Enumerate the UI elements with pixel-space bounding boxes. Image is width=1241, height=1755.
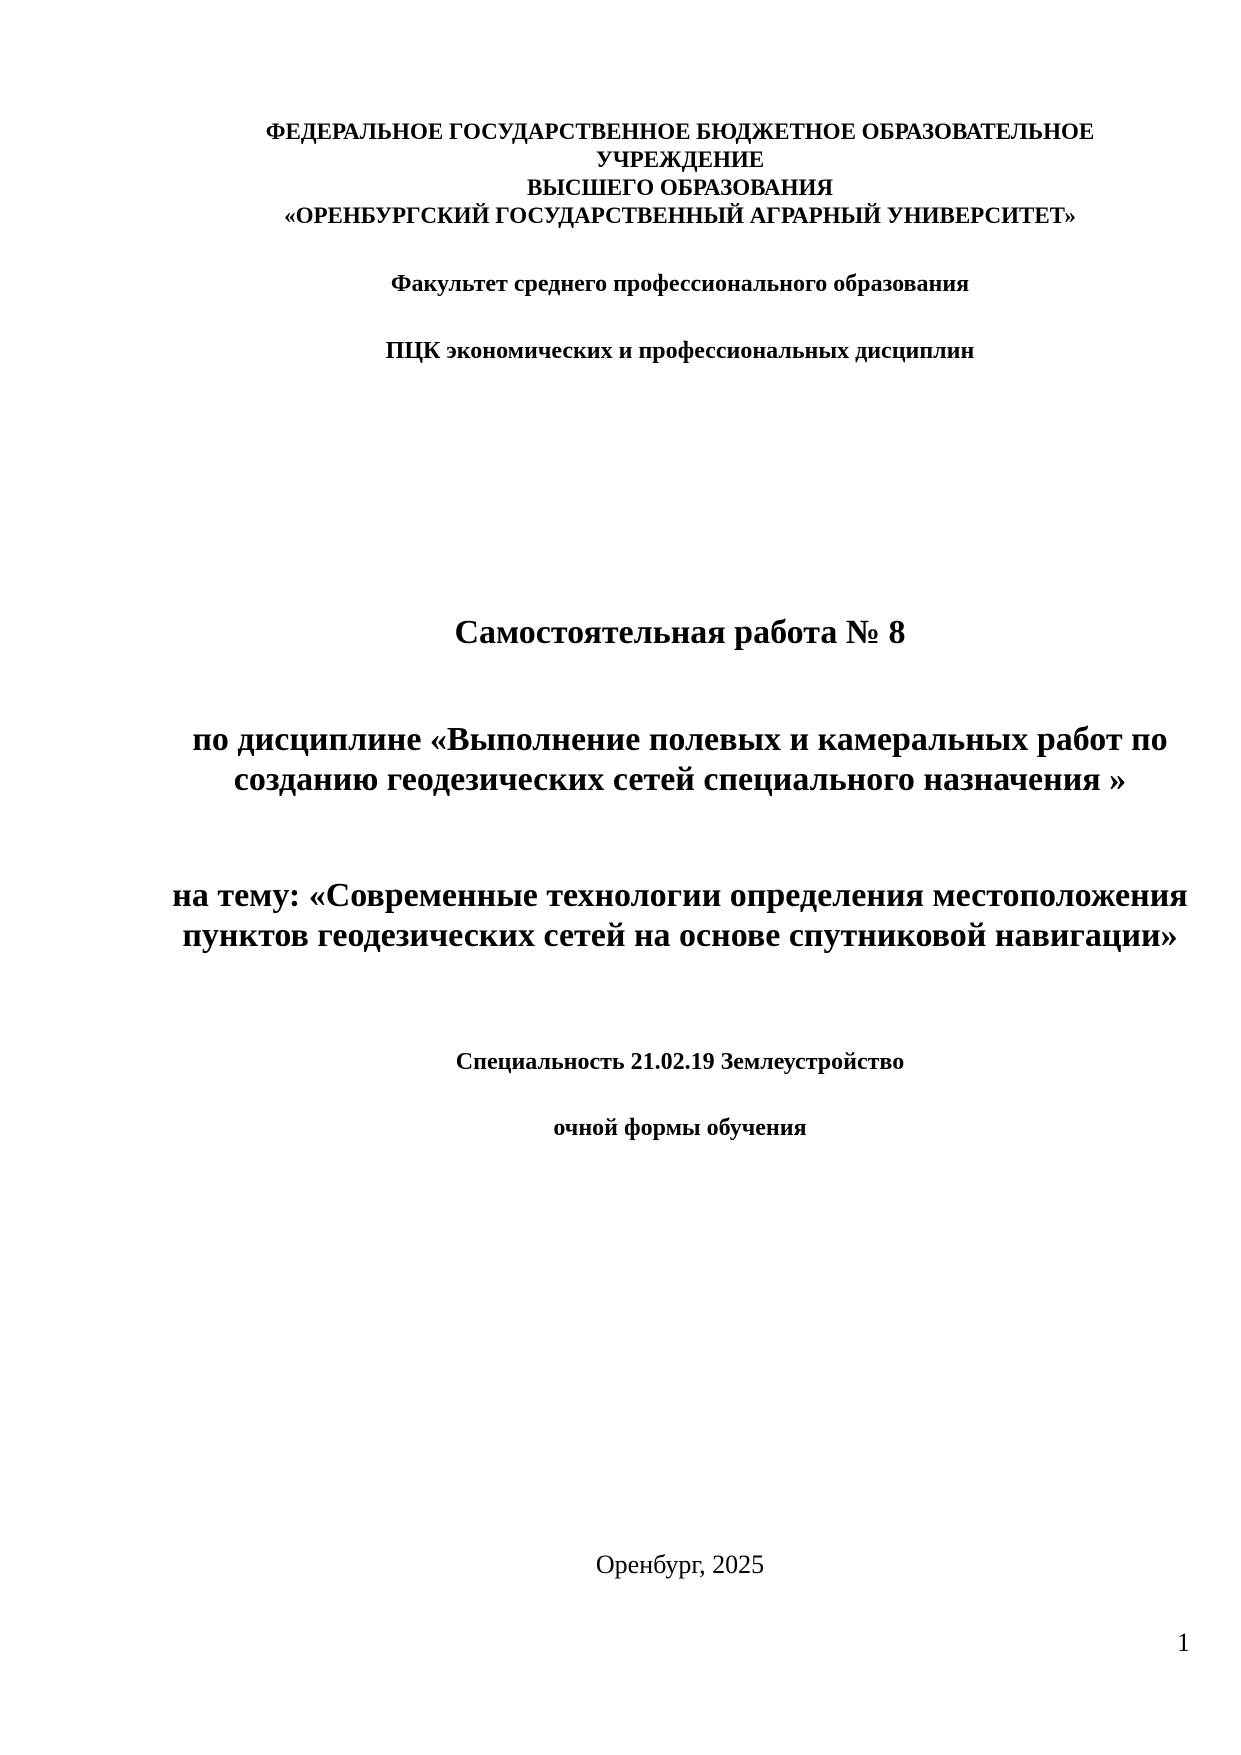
page-number: 1 bbox=[1177, 1628, 1190, 1657]
study-form: очной формы обучения bbox=[553, 1115, 807, 1141]
header-line-4: «ОРЕНБУРГСКИЙ ГОСУДАРСТВЕННЫЙ АГРАРНЫЙ УНИВЕРСИТЕТ» bbox=[284, 203, 1076, 228]
institution-header bbox=[170, 118, 1190, 230]
topic-title: на тему: «Современные технологии определения местоположения пунктов геодезических сетей на основе спутниковой навигации» bbox=[172, 877, 1188, 954]
specialty: Специальность 21.02.19 Землеустройство bbox=[455, 1049, 905, 1075]
header-line-2: УЧРЕЖДЕНИЕ bbox=[595, 147, 765, 172]
discipline-title: по дисциплине «Выполнение полевых и камеральных работ по созданию геодезических сетей специального назначения » bbox=[192, 721, 1168, 798]
department-name: ПЦК экономических и профессиональных дисциплин bbox=[385, 338, 975, 364]
city-year: Оренбург, 2025 bbox=[595, 1550, 765, 1579]
work-title: Самостоятельная работа № 8 bbox=[454, 614, 906, 651]
faculty-name: Факультет среднего профессионального образования bbox=[390, 271, 970, 297]
header-line-3: ВЫСШЕГО ОБРАЗОВАНИЯ bbox=[527, 175, 833, 200]
header-line-1: ФЕДЕРАЛЬНОЕ ГОСУДАРСТВЕННОЕ БЮДЖЕТНОЕ ОБРАЗОВАТЕЛЬНОЕ bbox=[265, 119, 1095, 144]
